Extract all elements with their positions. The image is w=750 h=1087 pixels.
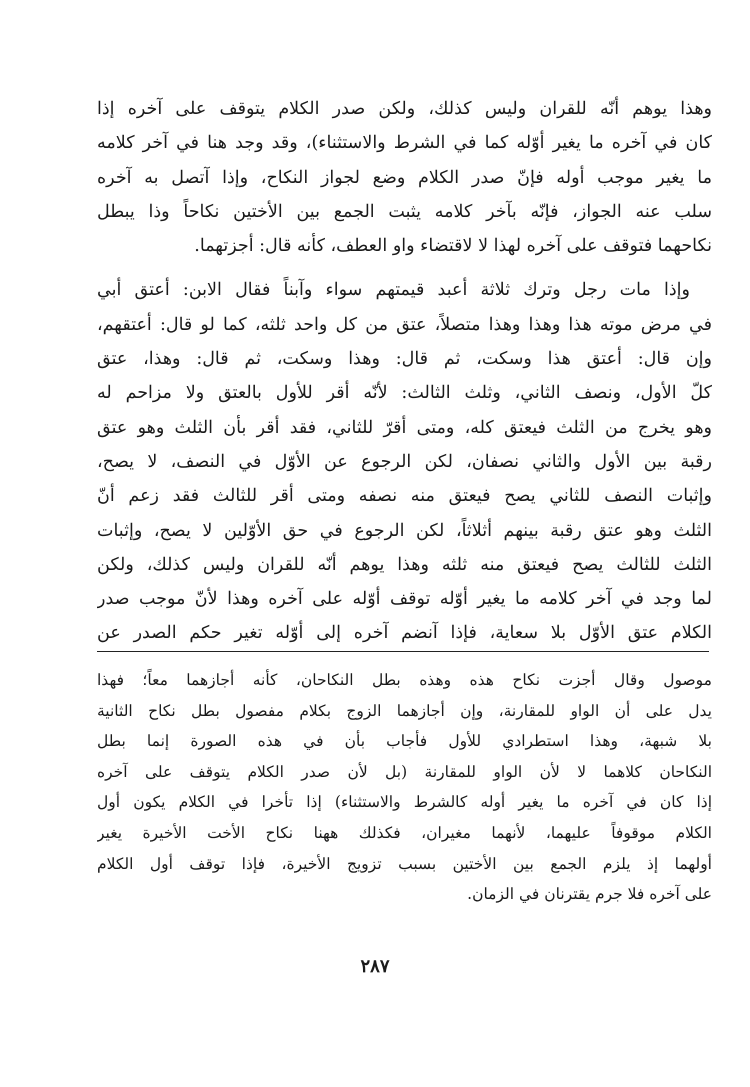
footnote-line: النكاحان كلاهما لا لأن الواو للمقارنة (بل لأن صدر الكلام يتوقف على آخره (97, 762, 712, 781)
footnote-line: أولهما إذ يلزم الجمع بين الأختين بسبب تزويج الأخيرة، فإذا توقف أول الكلام (97, 854, 712, 873)
text-line: نكاحهما فتوقف على آخره لهذا لا لاقتضاء واو العطف، كأنه قال: أجزتهما. (194, 236, 712, 257)
main-text (97, 92, 712, 651)
text-line: ما يغير موجب أوله فإنّ صدر الكلام وضع لجواز النكاح، وإذا آتصل به آخره (97, 167, 712, 188)
text-line: رقبة بين الأول والثاني نصفان، لكن الرجوع عن الأوّل في النصف، لا يصح، (97, 451, 712, 472)
footnote-line: الكلام موقوفاً عليهما، لأنهما مغيران، فكذلك ههنا نكاح الأخت الأخيرة يغير (97, 823, 712, 842)
footnote-divider (97, 651, 709, 652)
text-line: الثلث وهو عتق رقبة بينهم أثلاثاً، لكن الرجوع في حق الأوّلين لا يصح، وإثبات (97, 520, 712, 541)
text-line: وإن قال: أعتق هذا وسكت، ثم قال: وهذا وسكت، ثم قال: وهذا، عتق (97, 349, 712, 370)
footnote-line: على آخره فلا جرم يقترنان في الزمان. (467, 885, 712, 904)
paragraph-2 (97, 273, 712, 650)
footnote-line: موصول وقال أجزت نكاح هذه وهذه بطل النكاحان، كأنه أجازهما معاً؛ فهذا (97, 671, 712, 689)
text-line: الكلام عتق الأوّل بلا سعاية، فإذا آنضم آخره إلى أوّله تغير حكم الصدر عن (97, 623, 712, 644)
text-line: الثلث للثالث يصح فيعتق منه ثلثه وهذا يوهم أنّه للقران وليس كذلك، ولكن (97, 554, 712, 575)
page-number: ٢٨٧ (360, 956, 390, 977)
text-line: كلّ الأول، ونصف الثاني، وثلث الثالث: لأنّه أقر للأول بالعتق ولا مزاحم له (97, 383, 712, 404)
text-line: وهو يخرج من الثلث فيعتق كله، ومتى أقرّ للثاني، فقد أقر بأن الثلث وهو عتق (97, 417, 712, 438)
text-line: لما وجد في آخر كلامه ما يغير أوّله توقف أوّله على آخره وهذا لأنّ موجب صدر (97, 589, 712, 610)
paragraph-1 (97, 92, 712, 263)
footnote-line: يدل على أن الواو للمقارنة، وإن أجازهما الزوج بكلام مفصول بطل نكاح الثانية (97, 701, 712, 720)
text-line: سلب عنه الجواز، فإنّه بآخر كلامه يثبت الجمع بين الأختين نكاحاً وذا يبطل (97, 201, 712, 222)
footnote-line: إذا كان في آخره ما يغير أوله كالشرط والاستثناء) إذا تأخرا في الكلام يكون أول (97, 793, 712, 812)
text-line: وإذا مات رجل وترك ثلاثة أعبد قيمتهم سواء وآبناً فقال الابن: أعتق أبي (97, 280, 690, 301)
footnote (97, 665, 712, 910)
text-line: وهذا يوهم أنّه للقران وليس كذلك، ولكن صدر الكلام يتوقف على آخره إذا (97, 99, 712, 119)
text-line: وإثبات النصف للثاني يصح فيعتق منه نصفه ومتى أقر للثالث فقد زعم أنّ (97, 486, 712, 507)
footnote-line: بلا شبهة، وهذا استطرادي للأول فأجاب بأن في هذه الصورة إنما بطل (97, 732, 712, 751)
text-line: في مرض موته هذا وهذا وهذا متصلاً، عتق من كل واحد ثلثه، كما لو قال: أعتقهم، (97, 314, 712, 335)
text-line: كان في آخره ما يغير أوّله كما في الشرط والاستثناء)، وقد وجد هنا في آخر كلامه (97, 133, 712, 154)
